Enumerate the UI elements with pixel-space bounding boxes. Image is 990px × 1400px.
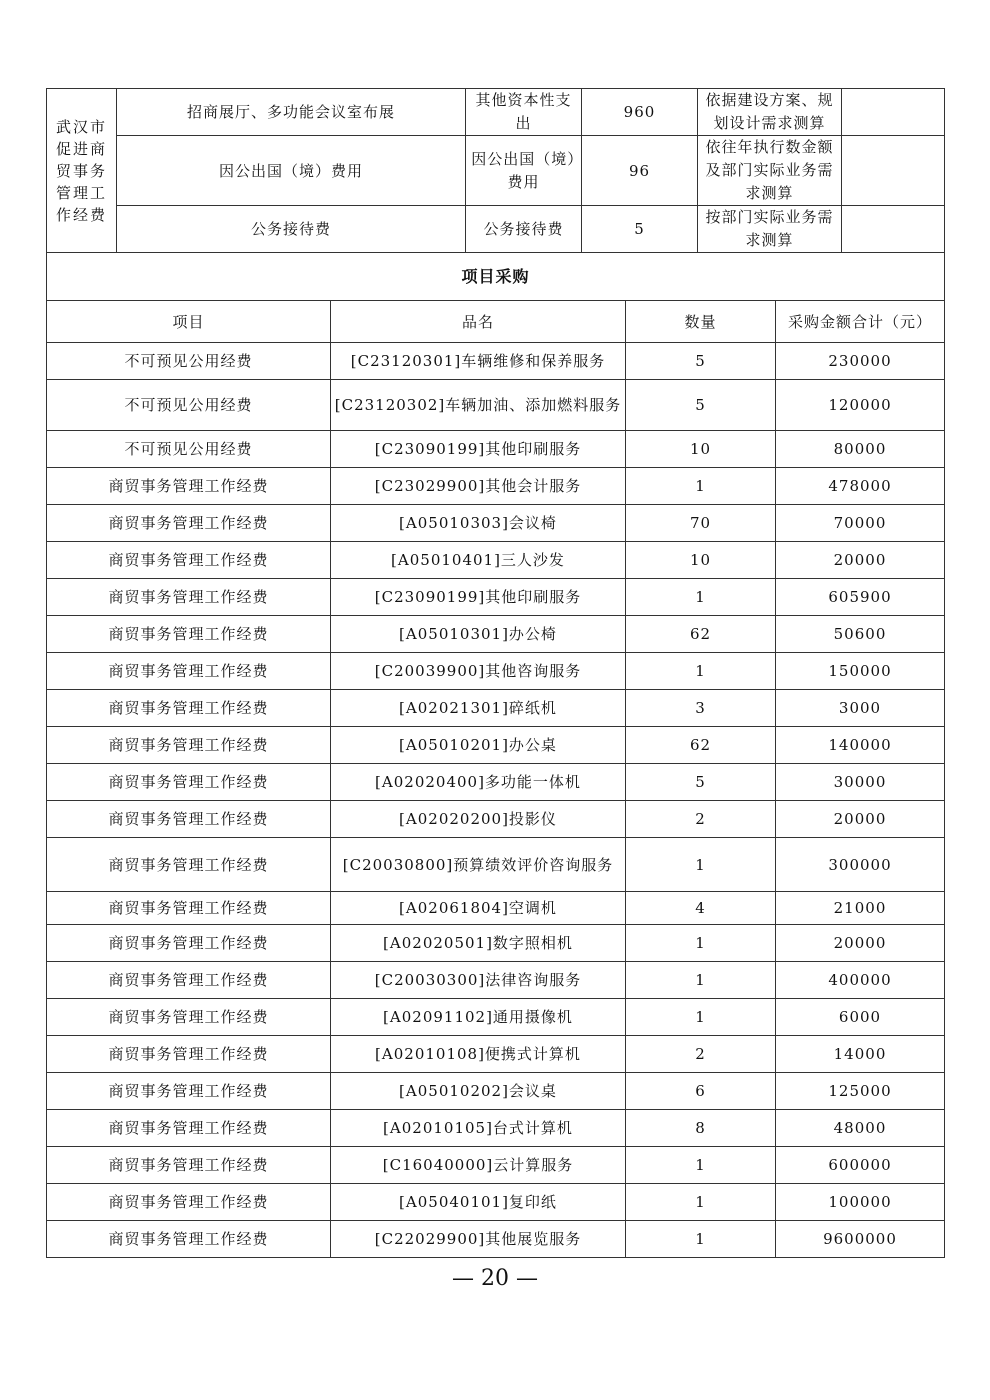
- row-quantity: 1: [626, 838, 776, 892]
- row-project: 商贸事务管理工作经费: [47, 616, 331, 653]
- row-amount: 140000: [776, 727, 945, 764]
- row-quantity: 62: [626, 616, 776, 653]
- procurement-row: [47, 801, 945, 838]
- row-amount: 30000: [776, 764, 945, 801]
- row-item-name: [C23090199]其他印刷服务: [331, 431, 626, 468]
- row-project: 商贸事务管理工作经费: [47, 1147, 331, 1184]
- row-item-name: [A05010201]办公桌: [331, 727, 626, 764]
- row-quantity: 1: [626, 925, 776, 962]
- row-amount: 150000: [776, 653, 945, 690]
- row-quantity: 1: [626, 1184, 776, 1221]
- row-quantity: 6: [626, 1073, 776, 1110]
- row-item-name: [A02010108]便携式计算机: [331, 1036, 626, 1073]
- procurement-row: [47, 505, 945, 542]
- procurement-row: [47, 579, 945, 616]
- procurement-row: [47, 431, 945, 468]
- procurement-row: [47, 343, 945, 380]
- procurement-row: [47, 962, 945, 999]
- procurement-row: [47, 727, 945, 764]
- row-project: 商贸事务管理工作经费: [47, 542, 331, 579]
- row-quantity: 62: [626, 727, 776, 764]
- procurement-row: [47, 764, 945, 801]
- unit-name: 武汉市促进商贸事务管理工作经费: [47, 89, 117, 253]
- row-quantity: 70: [626, 505, 776, 542]
- row-project: 商贸事务管理工作经费: [47, 505, 331, 542]
- expense-note: [842, 136, 945, 206]
- row-quantity: 1: [626, 653, 776, 690]
- row-project: 商贸事务管理工作经费: [47, 579, 331, 616]
- procurement-row: [47, 1184, 945, 1221]
- page-number: — 20 —: [452, 1266, 538, 1291]
- row-item-name: [C23090199]其他印刷服务: [331, 579, 626, 616]
- procurement-row: [47, 925, 945, 962]
- expense-amount: 960: [582, 89, 698, 136]
- expense-category: 因公出国（境）费用: [466, 136, 582, 206]
- header-quantity: 数量: [626, 301, 776, 343]
- procurement-row: [47, 468, 945, 505]
- row-quantity: 10: [626, 431, 776, 468]
- row-item-name: [A02021301]碎纸机: [331, 690, 626, 727]
- row-project: 商贸事务管理工作经费: [47, 962, 331, 999]
- row-quantity: 8: [626, 1110, 776, 1147]
- row-project: 商贸事务管理工作经费: [47, 653, 331, 690]
- procurement-row: [47, 653, 945, 690]
- row-quantity: 4: [626, 892, 776, 925]
- procurement-row: [47, 1036, 945, 1073]
- row-quantity: 2: [626, 801, 776, 838]
- row-item-name: [A02020400]多功能一体机: [331, 764, 626, 801]
- row-project: 不可预见公用经费: [47, 343, 331, 380]
- row-item-name: [A05010202]会议桌: [331, 1073, 626, 1110]
- row-amount: 125000: [776, 1073, 945, 1110]
- row-item-name: [C22029900]其他展览服务: [331, 1221, 626, 1258]
- expense-item: 因公出国（境）费用: [117, 136, 466, 206]
- row-item-name: [A05010301]办公椅: [331, 616, 626, 653]
- header-name: 品名: [331, 301, 626, 343]
- row-project: 商贸事务管理工作经费: [47, 1221, 331, 1258]
- row-amount: 6000: [776, 999, 945, 1036]
- row-amount: 20000: [776, 925, 945, 962]
- row-project: 不可预见公用经费: [47, 380, 331, 431]
- row-amount: 80000: [776, 431, 945, 468]
- row-item-name: [A05010303]会议椅: [331, 505, 626, 542]
- row-amount: 48000: [776, 1110, 945, 1147]
- row-quantity: 1: [626, 1221, 776, 1258]
- row-amount: 600000: [776, 1147, 945, 1184]
- procurement-row: [47, 999, 945, 1036]
- row-amount: 20000: [776, 801, 945, 838]
- procurement-row: [47, 690, 945, 727]
- procurement-row: [47, 616, 945, 653]
- expense-item: 公务接待费: [117, 206, 466, 253]
- row-item-name: [C23120301]车辆维修和保养服务: [331, 343, 626, 380]
- row-amount: 605900: [776, 579, 945, 616]
- row-amount: 20000: [776, 542, 945, 579]
- row-quantity: 1: [626, 999, 776, 1036]
- row-amount: 70000: [776, 505, 945, 542]
- expense-basis: 依据建设方案、规划设计需求测算: [698, 89, 842, 136]
- row-project: 商贸事务管理工作经费: [47, 999, 331, 1036]
- row-item-name: [C20030800]预算绩效评价咨询服务: [331, 838, 626, 892]
- expense-amount: 96: [582, 136, 698, 206]
- row-project: 商贸事务管理工作经费: [47, 1073, 331, 1110]
- row-amount: 14000: [776, 1036, 945, 1073]
- row-project: 商贸事务管理工作经费: [47, 690, 331, 727]
- procurement-header-row: [47, 301, 945, 343]
- row-item-name: [A05010401]三人沙发: [331, 542, 626, 579]
- procurement-row: [47, 1073, 945, 1110]
- procurement-row: [47, 542, 945, 579]
- row-quantity: 1: [626, 1147, 776, 1184]
- procurement-row: [47, 380, 945, 431]
- row-quantity: 5: [626, 764, 776, 801]
- row-quantity: 5: [626, 343, 776, 380]
- row-amount: 100000: [776, 1184, 945, 1221]
- row-amount: 300000: [776, 838, 945, 892]
- row-amount: 230000: [776, 343, 945, 380]
- row-item-name: [A02010105]台式计算机: [331, 1110, 626, 1147]
- expense-note: [842, 206, 945, 253]
- row-quantity: 3: [626, 690, 776, 727]
- expense-category: 其他资本性支出: [466, 89, 582, 136]
- row-item-name: [C20039900]其他咨询服务: [331, 653, 626, 690]
- row-quantity: 2: [626, 1036, 776, 1073]
- row-project: 商贸事务管理工作经费: [47, 1110, 331, 1147]
- row-project: 商贸事务管理工作经费: [47, 892, 331, 925]
- procurement-row: [47, 1110, 945, 1147]
- row-item-name: [C20030300]法律咨询服务: [331, 962, 626, 999]
- row-quantity: 5: [626, 380, 776, 431]
- expense-row: [47, 136, 945, 206]
- row-quantity: 10: [626, 542, 776, 579]
- expense-basis: 按部门实际业务需求测算: [698, 206, 842, 253]
- row-item-name: [A02020501]数字照相机: [331, 925, 626, 962]
- expense-item: 招商展厅、多功能会议室布展: [117, 89, 466, 136]
- row-item-name: [A02091102]通用摄像机: [331, 999, 626, 1036]
- header-amount: 采购金额合计（元）: [776, 301, 945, 343]
- project-expense-table: [46, 88, 945, 253]
- row-item-name: [A02061804]空调机: [331, 892, 626, 925]
- procurement-table: [46, 252, 945, 1258]
- procurement-body: [47, 343, 945, 1258]
- procurement-row: [47, 892, 945, 925]
- row-project: 商贸事务管理工作经费: [47, 1036, 331, 1073]
- row-quantity: 1: [626, 962, 776, 999]
- row-amount: 478000: [776, 468, 945, 505]
- expense-row: [47, 89, 945, 136]
- row-quantity: 1: [626, 468, 776, 505]
- expense-note: [842, 89, 945, 136]
- row-project: 商贸事务管理工作经费: [47, 801, 331, 838]
- row-project: 商贸事务管理工作经费: [47, 1184, 331, 1221]
- row-item-name: [C16040000]云计算服务: [331, 1147, 626, 1184]
- row-project: 商贸事务管理工作经费: [47, 838, 331, 892]
- row-item-name: [C23029900]其他会计服务: [331, 468, 626, 505]
- row-amount: 120000: [776, 380, 945, 431]
- row-amount: 21000: [776, 892, 945, 925]
- row-amount: 3000: [776, 690, 945, 727]
- row-project: 商贸事务管理工作经费: [47, 727, 331, 764]
- header-project: 项目: [47, 301, 331, 343]
- expense-basis: 依往年执行数金额及部门实际业务需求测算: [698, 136, 842, 206]
- procurement-row: [47, 838, 945, 892]
- procurement-title: 项目采购: [47, 253, 945, 301]
- row-item-name: [A02020200]投影仪: [331, 801, 626, 838]
- row-project: 不可预见公用经费: [47, 431, 331, 468]
- row-project: 商贸事务管理工作经费: [47, 925, 331, 962]
- procurement-row: [47, 1221, 945, 1258]
- expense-row: [47, 206, 945, 253]
- expense-amount: 5: [582, 206, 698, 253]
- expense-category: 公务接待费: [466, 206, 582, 253]
- row-amount: 50600: [776, 616, 945, 653]
- procurement-row: [47, 1147, 945, 1184]
- row-project: 商贸事务管理工作经费: [47, 468, 331, 505]
- row-project: 商贸事务管理工作经费: [47, 764, 331, 801]
- row-amount: 400000: [776, 962, 945, 999]
- row-quantity: 1: [626, 579, 776, 616]
- row-amount: 9600000: [776, 1221, 945, 1258]
- row-item-name: [C23120302]车辆加油、添加燃料服务: [331, 380, 626, 431]
- row-item-name: [A05040101]复印纸: [331, 1184, 626, 1221]
